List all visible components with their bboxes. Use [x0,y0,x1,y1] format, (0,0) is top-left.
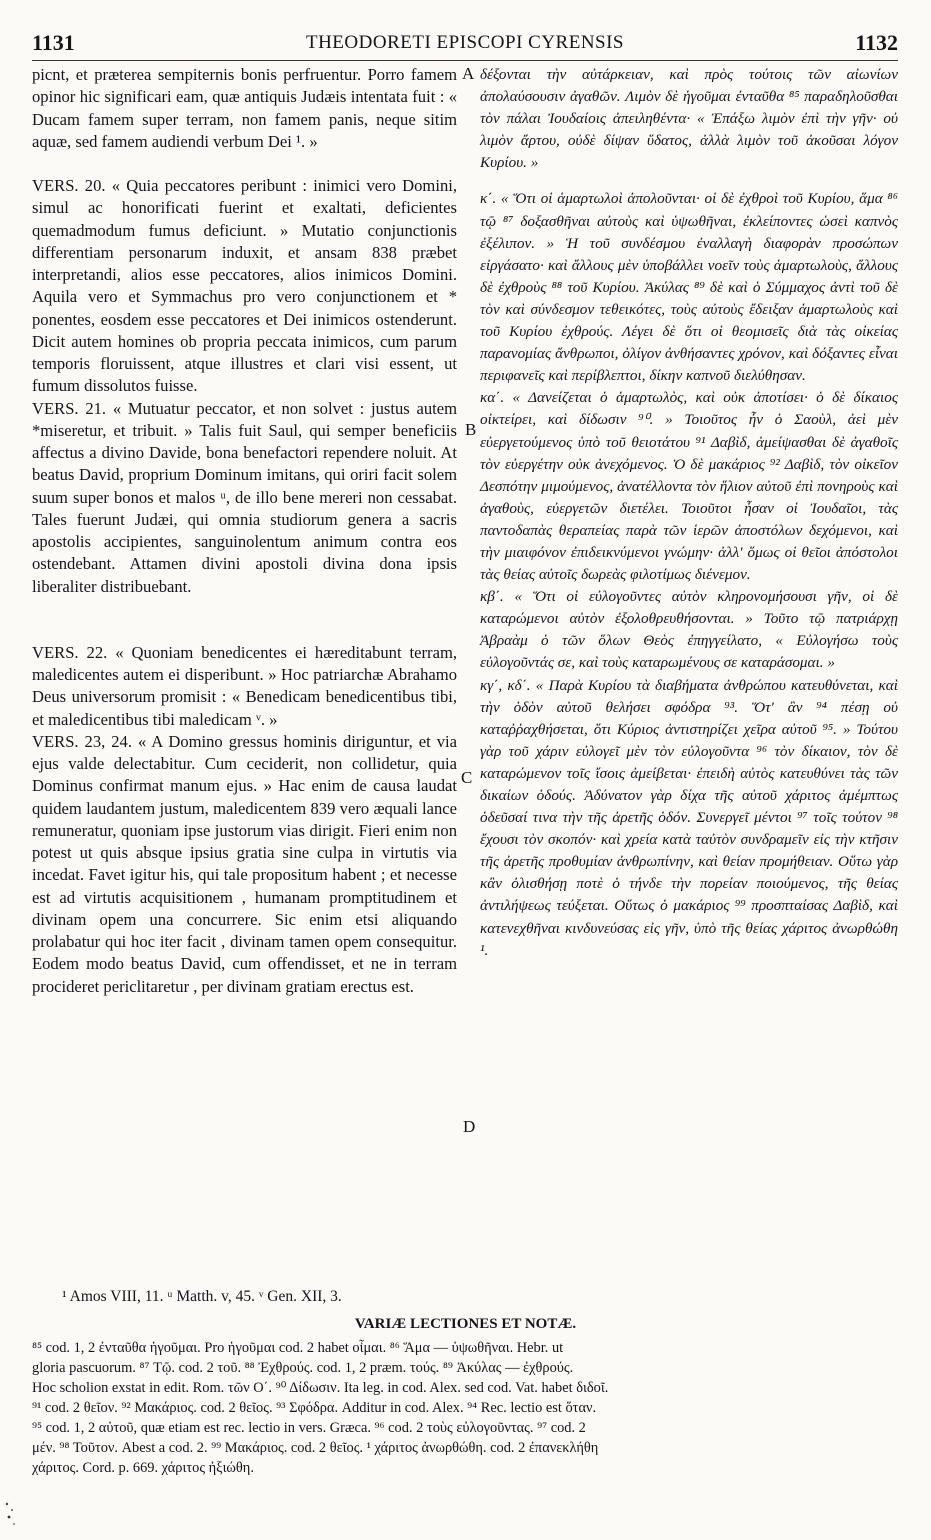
greek-paragraph: κβ΄. « Ὅτι οἱ εὐλογοῦντες αὐτὸν κληρονομήσουσι γῆν, οἱ δὲ καταρώμενοι αὐτὸν ἐξολοθρευθήσονται. » Τοῦτο τῷ πατριάρχῃ Ἀβραὰμ ὁ τῶν ὅλων Θεὸς ἐπηγγείλατο, « Εὐλογήσω τοὺς εὐλογοῦντάς σε, καὶ τοὺς καταρωμένους σε καταράσομαι. » [480,588,898,672]
greek-column [480,64,898,962]
greek-paragraph: κγ΄, κδ΄. « Παρὰ Κυρίου τὰ διαβήματα ἀνθρώπου κατευθύνεται, καὶ τὴν ὁδὸν αὐτοῦ θελήσει σφόδρα ⁹³. Ὅτ' ἂν ⁹⁴ πέσῃ οὐ καταῤῥαχθήσεται, ὅτι Κύριος ἀντιστηρίζει χεῖρα αὐτοῦ ⁹⁵. » Τούτου γὰρ τοῦ χάριν εὐλογεῖ μὲν τὸν εὐλογοῦντα ⁹⁶ τὸν δίκαιον, τὸν δὲ καταρώμενον τοῖς ἴσοις ἀμείβεται· ἐπειδὴ αὐτὸς κατευθύνει τὰς τῶν δικαίων ὁδούς. Ἀδύνατον γὰρ δίχα τῆς αὐτοῦ χάριτος ἀμέμπτως ὁδεῦσαί τινα τὴν τῆς ἀρετῆς ὁδόν. Συνεργεῖ μέντοι ⁹⁷ τοῖς τούτον ⁹⁸ ἔχουσι τὸν σκοπόν· καὶ χρεία κατὰ ταὐτὸν συνδραμεῖν εἰς τὴν κτῆσιν τῆς ἀρετῆς προθυμίαν ἀνθρωπίνην, καὶ θείαν προμήθειαν. Οὕτω γὰρ κἂν ὀλισθήσῃ ποτὲ ὁ τήνδε τὴν πορείαν ποιούμενος, τῆς θείας ἀντιλήψεως τεύξεται. Οὕτως ὁ μακάριος ⁹⁹ προσπταίσας Δαβὶδ, καὶ κατενεχθῆναι κινδυνεύσας εἰς γῆν, ὑπὸ τῆς θείας χάριτος ἀνωρθώθη ¹. [480,676,898,959]
margin-marker-d: D [463,1117,476,1136]
margin-marker-a: A [462,64,475,83]
latin-paragraph: VERS. 21. « Mutuatur peccator, et non solvet : justus autem *miseretur, et tribuit. » Talis fuit Saul, qui semper beneficiis affectus a divino Davide, bona benefactori rependere noluit. At beatus David, proprium Dominum imitans, qui oriri facit solem suum super bonos et malos ᵘ, de illo bene mereri non cessabat. Tales fuerunt Judæi, qui omnia studiorum genera a sacris apostolis accipientes, sanguinolentum animum contra eos ostendebant. Attamen divini apostoli divina dona ipsis liberaliter distribuebant. [32,398,457,596]
margin-marker-c: C [461,768,473,787]
variant-notes [32,1338,898,1478]
latin-paragraph: VERS. 23, 24. « A Domino gressus hominis diriguntur, et via ejus valde delectabitur. Cum ceciderit, non collidetur, quia Dominus confirmat manum ejus. » Hac enim de causa laudat quidem laudantem justum, maledicentem 839 vero æquali lance remuneratur, quoniam ipse justorum vias dirigit. Fieri enim non potest ut quis absque ipsius gratia sine culpa in virtutis via incedat. Favet igitur his, qui tale propositum habent ; et necesse est ad virtutis acquisitionem , humanam promptitudinem et divinam opem una concurrere. Sic enim etsi aliquando prolabatur qui hoc iter facit , divinam tamen opem consequitur. Eodem modo beatus David, cum offendisset, et ne in terram procideret periclitaretur , per divinam gratiam erectus est. [32,731,457,996]
note-line: Hoc scholion exstat in edit. Rom. τῶν Ο΄. ⁹⁰ Δίδωσιν. Ita leg. in cod. Alex. sed cod. Vat. habet διδοῖ. [32,1380,609,1396]
running-title: THEODORETI EPISCOPI CYRENSIS [305,32,625,53]
note-line: μέν. ⁹⁸ Τοῦτον. Abest a cod. 2. ⁹⁹ Μακάριος. cod. 2 θεῖος. ¹ χάριτος ἀνωρθώθη. cod. 2 ἐπανεκλήθη [32,1440,599,1456]
running-header [32,30,898,61]
note-line: ⁸⁵ cod. 1, 2 ἐνταῦθα ἡγοῦμαι. Pro ἡγοῦμαι cod. 2 habet οἶμαι. ⁸⁶ Ἅμα — ὑψωθῆναι. Hebr. ut [32,1340,564,1356]
latin-paragraph: picnt, et prætereа sempiternis bonis perfruentur. Porro famem opinor hic significari eam, quæ antiquis Judæis intentata fuit : « Ducam famem super terram, non famem panis, neque sitim aquæ, sed famem audiendi verbum Dei ¹. » [32,65,457,151]
latin-paragraph: VERS. 20. « Quia peccatores peribunt : inimici vero Domini, simul ac honorificati fuerint et exaltati, deficientes quemadmodum fumus deficiunt. » Mutatio conjunctionis differentiam personarum induxit, et ansam 838 præbet interpretandi, alios esse peccatores, alios inimicos Domini. Aquila vero et Symmachus pro vero conjunctionem et * ponentes, eosdem esse peccatores et Dei inimicos ostenderunt. Dicit autem homines ob propria peccata inimicos, cum parum temporis floruissent, atque illustres et clari visi essent, ut fumum dissolutos fuisse. [32,176,457,396]
margin-marker-b: B [465,420,477,439]
greek-paragraph: κ΄. « Ὅτι οἱ ἁμαρτωλοὶ ἀπολοῦνται· οἱ δὲ ἐχθροὶ τοῦ Κυρίου, ἅμα ⁸⁶ τῷ ⁸⁷ δοξασθῆναι αὐτοὺς καὶ ὑψωθῆναι, ἐκλείποντες ὡσεὶ καπνὸς ἐξέλιπον. » Ἡ τοῦ συνδέσμου ἐναλλαγὴ διαφορὰν προσώπων εἰργάσατο· καὶ ἄλλους μὲν ὑποβάλλει νοεῖν τοὺς ἁμαρτωλοὺς, ἄλλους δὲ ἐχθροὺς ⁸⁸ τοῦ Κυρίου. Ἀκύλας ⁸⁹ δὲ καὶ ὁ Σύμμαχος ἀντὶ τοῦ δὲ τὸν καὶ σύνδεσμον τεθεικότες, τοὺς αὐτοὺς ἔδειξαν ἁμαρτωλοὺς καὶ τοῦ Κυρίου ἐχθρούς. Λέγει δὲ ὅτι οἱ θεομισεῖς διὰ τὰς οἰκείας παρανομίας ἄνθρωποι, ὀλίγον ἀνθήσαντες χρόνον, καὶ δόξαντες εἶναι περιφανεῖς καὶ περίβλεπτοι, δίκην καπνοῦ διελύθησαν. [480,190,898,385]
greek-paragraph: κα΄. « Δανείζεται ὁ ἁμαρτωλὸς, καὶ οὐκ ἀποτίσει· ὁ δὲ δίκαιος οἰκτείρει, καὶ δίδωσιν ⁹⁰. » Τοιοῦτος ἦν ὁ Σαοὺλ, ἀεὶ μὲν εὐεργετούμενος ὑπὸ τοῦ θειοτάτου ⁹¹ Δαβὶδ, ἀμείψασθαι δὲ ἀγαθοῖς τὸν εὐεργέτην οὐκ ἀνεχόμενος. Ὁ δὲ μακάριος ⁹² Δαβὶδ, τὸν οἰκεῖον Δεσπότην μιμούμενος, ἀνατέλλοντα τὸν ἥλιον αὐτοῦ ἐπὶ πονηροὺς καὶ ἀγαθοὺς, εὐεργετῶν διετέλει. Τοιοῦτοι ἦσαν οἱ Ἰουδαῖοι, τὰς παντοδαπὰς θεραπείας παρὰ τῶν ἱερῶν ἀποστόλων δεχόμενοι, καὶ τὴν μιαιφόνον ἐπιδεικνύμενοι γνώμην· ἀλλ' ὅμως οἱ θεῖοι ἀπόστολοι τὰς θείας αὐτοῖς δωρεὰς φιλοτίμως διένεμον. [480,389,898,584]
page-number-right: 1132 [855,30,898,55]
greek-paragraph: δέξονται τὴν αὐτάρκειαν, καὶ πρὸς τούτοις τῶν αἰωνίων ἀπολαύσουσιν ἀγαθῶν. Λιμὸν δὲ ἡγοῦμαι ἐνταῦθα ⁸⁵ παραδηλοῦσθαι τὸν πάλαι Ἰουδαίοις ἀπειληθέντα· « Ἐπάξω λιμὸν ἐπὶ τὴν γῆν· οὐ λιμὸν ἄρτου, οὐδὲ δίψαν ὕδατος, ἀλλὰ λιμὸν τοῦ ἀκοῦσαι λόγον Κυρίου. » [480,66,898,172]
scan-specks [3,1500,21,1530]
latin-paragraph: VERS. 22. « Quoniam benedicentes ei hæreditabunt terram, maledicentes autem ei disperibunt. » Hoc patriarchæ Abrahamo Deus universorum promisit : « Benedicam benedicentibus tibi, et maledicentibus tibi maledicam ᵛ. » [32,642,457,729]
note-line: ⁹⁵ cod. 1, 2 αὐτοῦ, quæ etiam est rec. lectio in vers. Græca. ⁹⁶ cod. 2 τοὺς εὐλογοῦντας. ⁹⁷ cod. 2 [32,1420,586,1436]
note-line: gloria pascuorum. ⁸⁷ Τῷ. cod. 2 τοῦ. ⁸⁸ Ἐχθρούς. cod. 1, 2 præm. τούς. ⁸⁹ Ἀκύλας — ἐχθρούς. [32,1360,574,1376]
scripture-references: ¹ Amos VIII, 11. ᵘ Matth. v, 45. ᵛ Gen. XII, 3. [62,1288,342,1305]
page-number-left: 1131 [32,30,75,55]
notes-title: VARIÆ LECTIONES ET NOTÆ. [354,1316,577,1332]
note-line: χάριτος. Cord. p. 669. χάριτος ἠξιώθη. [32,1460,254,1476]
latin-column [32,64,457,998]
note-line: ⁹¹ cod. 2 θεῖον. ⁹² Μακάριος. cod. 2 θεῖος. ⁹³ Σφόδρα. Additur in cod. Alex. ⁹⁴ Rec. lectio est ὅταν. [32,1400,597,1416]
